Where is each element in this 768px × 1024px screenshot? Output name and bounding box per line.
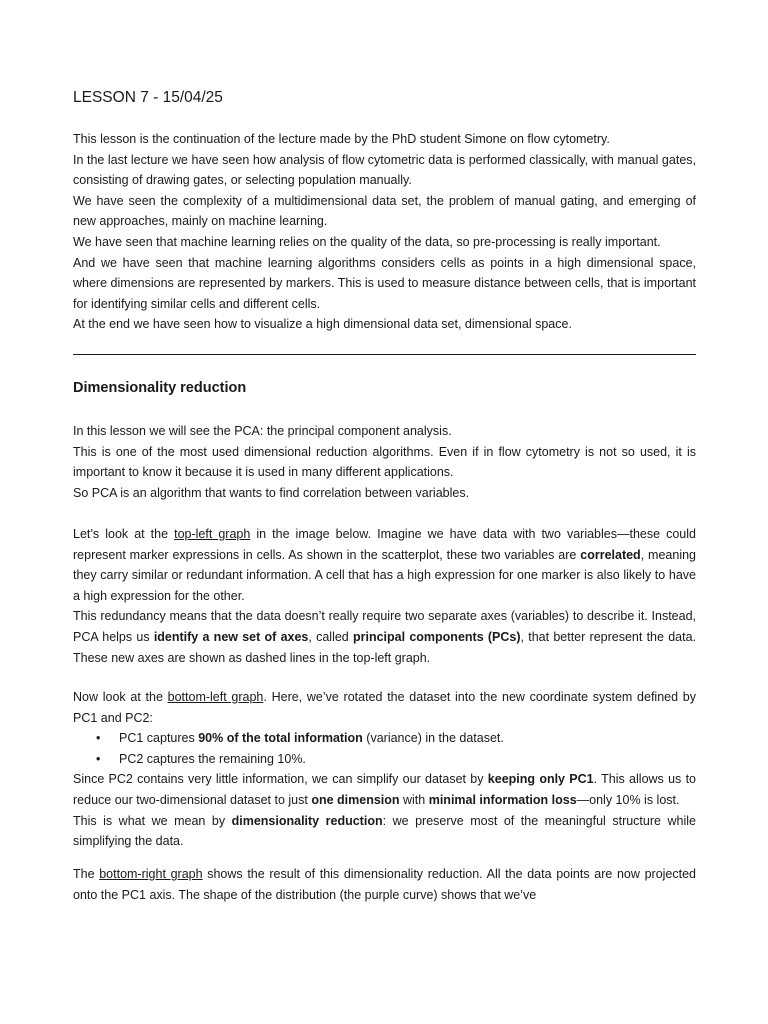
bottom-right-graph-reference: bottom-right graph: [99, 867, 203, 881]
intro-line: We have seen the complexity of a multidimensional data set, the problem of manual gating, and emerging of new approaches, mainly on machine learning.: [73, 193, 696, 229]
bullet-list: [73, 728, 696, 769]
pca-intro-paragraph: [73, 421, 696, 503]
text-run: This redundancy means that the data doesn’t really require two separate axes (variables) to describe it. Instead, PCA helps us: [73, 609, 696, 644]
text-line: So PCA is an algorithm that wants to find correlation between variables.: [73, 485, 470, 500]
bottom-right-graph-paragraph: [73, 864, 696, 905]
section-divider: [73, 354, 696, 355]
text-paragraph: [73, 606, 696, 668]
text-run: , that better represent the data. These new axes are shown as dashed lines in the top-left graph.: [73, 629, 696, 665]
intro-line: And we have seen that machine learning algorithms considers cells as points in a high dimensional space, where dimensions are represented by markers. This is used to measure distance between cells, that is important for identifying similar cells and different cells.: [73, 255, 696, 311]
text-run: . This allows us to reduce our two-dimensional dataset to just: [73, 772, 696, 807]
bold-term: identify a new set of axes: [153, 629, 309, 644]
bold-term: 90% of the total information: [198, 731, 363, 746]
text-run: with: [399, 792, 429, 807]
text-run: shows the result of this dimensionality reduction. All the data points are now projected onto the PC1 axis. The shape of the distribution (the purple curve) shows that we’ve: [73, 867, 697, 902]
text-run: Let’s look at the: [73, 527, 175, 541]
intro-line: This lesson is the continuation of the lecture made by the PhD student Simone on flow cytometry.: [73, 132, 610, 146]
text-run: This is what we mean by: [73, 813, 232, 828]
intro-paragraph: [73, 129, 696, 335]
text-paragraph: [73, 811, 696, 852]
bold-term: one dimension: [311, 792, 400, 807]
text-run: , called: [308, 629, 353, 644]
text-line: In this lesson we will see the PCA: the principal component analysis.: [73, 424, 452, 438]
intro-line: At the end we have seen how to visualize a high dimensional data set, dimensional space.: [73, 317, 572, 332]
intro-line: We have seen that machine learning relies on the quality of the data, so pre-processing is really important.: [73, 234, 661, 249]
list-item: [119, 728, 696, 749]
text-run: (variance) in the dataset.: [362, 731, 504, 746]
text-line: This is one of the most used dimensional reduction algorithms. Even if in flow cytometry is not so used, it is important to know it because it is used in many different applications.: [73, 444, 696, 480]
bold-term: dimensionality reduction: [231, 813, 383, 828]
text-run: The: [73, 867, 100, 881]
text-run: PC1 captures: [119, 731, 199, 746]
bottom-left-graph-paragraph: [73, 687, 696, 852]
top-left-graph-reference: top-left graph: [174, 527, 251, 541]
text-paragraph: [73, 769, 696, 810]
text-run: , meaning they carry similar or redundant information. A cell that has a high expression for one marker is also likely to have a high expression for the other.: [73, 547, 696, 603]
section-heading: Dimensionality reduction: [73, 380, 247, 396]
bottom-left-graph-reference: bottom-left graph: [167, 690, 264, 704]
text-paragraph: [73, 687, 696, 728]
bold-term: correlated: [580, 547, 641, 562]
text-run: Since PC2 contains very little information, we can simplify our dataset by: [73, 772, 488, 787]
text-run: —only 10% is lost.: [576, 792, 680, 807]
bold-term: keeping only PC1: [487, 772, 594, 787]
text-run: in the image below. Imagine we have data with two variables—these could represent marker expressions in cells. As shown in the scatterplot, these two variables are: [73, 527, 696, 562]
intro-line: In the last lecture we have seen how analysis of flow cytometric data is performed classically, with manual gates, consisting of drawing gates, or selecting population manually.: [73, 152, 696, 188]
bold-term: principal components (PCs): [353, 629, 521, 644]
text-run: : we preserve most of the meaningful structure while simplifying the data.: [73, 813, 696, 849]
text-paragraph: [73, 864, 696, 905]
text-paragraph: [73, 524, 696, 606]
text-run: Now look at the: [73, 690, 168, 704]
text-run: . Here, we’ve rotated the dataset into the new coordinate system defined by PC1 and PC2:: [73, 690, 696, 725]
list-item: • PC2 captures the remaining 10%.: [119, 749, 696, 770]
lesson-title: LESSON 7 - 15/04/25: [73, 89, 223, 106]
top-left-graph-paragraph: [73, 524, 696, 668]
bold-term: minimal information loss: [428, 792, 577, 807]
